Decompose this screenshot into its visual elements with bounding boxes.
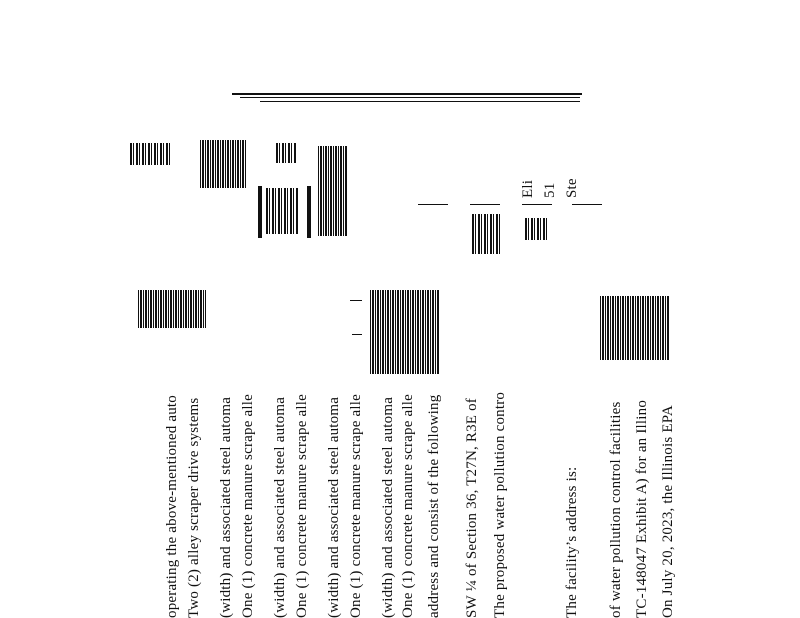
header-block-2 (200, 140, 246, 188)
header-block-6 (472, 214, 500, 254)
text-line: One (1) concrete manure scrape alle (400, 394, 416, 618)
text-line: Two (2) alley scraper drive systems (186, 397, 202, 618)
text-line: The proposed water pollution contro (492, 391, 508, 618)
dash-1 (418, 204, 448, 205)
mid-block-1 (138, 290, 206, 328)
header-block-7 (525, 218, 547, 240)
text-line: TC-148047 Exhibit A) for an Illino (634, 399, 650, 618)
text-line: Ste (564, 178, 580, 198)
header-bar-1 (258, 186, 262, 238)
mid-block-2 (370, 290, 440, 374)
text-line: (width) and associated steel automa (272, 396, 288, 618)
text-line: SW ¼ of Section 36, T27N, R3E of (464, 397, 480, 618)
header-block-5 (266, 188, 298, 234)
header-block-3 (276, 143, 296, 163)
text-line: Eli (520, 179, 536, 198)
text-line: (width) and associated steel automa (380, 396, 396, 618)
text-line: One (1) concrete manure scrape alle (294, 394, 310, 618)
header-block-4 (318, 146, 348, 236)
mid-dash-1 (350, 300, 362, 301)
mid-block-3 (600, 296, 670, 360)
dash-3 (522, 204, 552, 205)
text-line: (width) and associated steel automa (326, 396, 342, 618)
text-line: operating the above-mentioned auto (164, 395, 180, 618)
text-line: 51 (542, 182, 558, 198)
text-line: address and consist of the following (426, 394, 442, 618)
header-rule-3 (260, 101, 580, 102)
header-rule-2 (240, 97, 580, 98)
text-line: of water pollution control facilities (608, 401, 624, 618)
dash-4 (572, 204, 602, 205)
dash-2 (470, 204, 500, 205)
header-block-1 (130, 143, 170, 165)
mid-dash-2 (352, 334, 362, 335)
text-line: On July 20, 2023, the Illinois EPA (660, 405, 676, 618)
header-bar-2 (307, 186, 311, 238)
text-line: One (1) concrete manure scrape alle (348, 394, 364, 618)
text-line: (width) and associated steel automa (218, 396, 234, 618)
text-line: One (1) concrete manure scrape alle (240, 394, 256, 618)
text-line: The facility’s address is: (564, 466, 580, 618)
header-rule-1 (232, 93, 582, 95)
